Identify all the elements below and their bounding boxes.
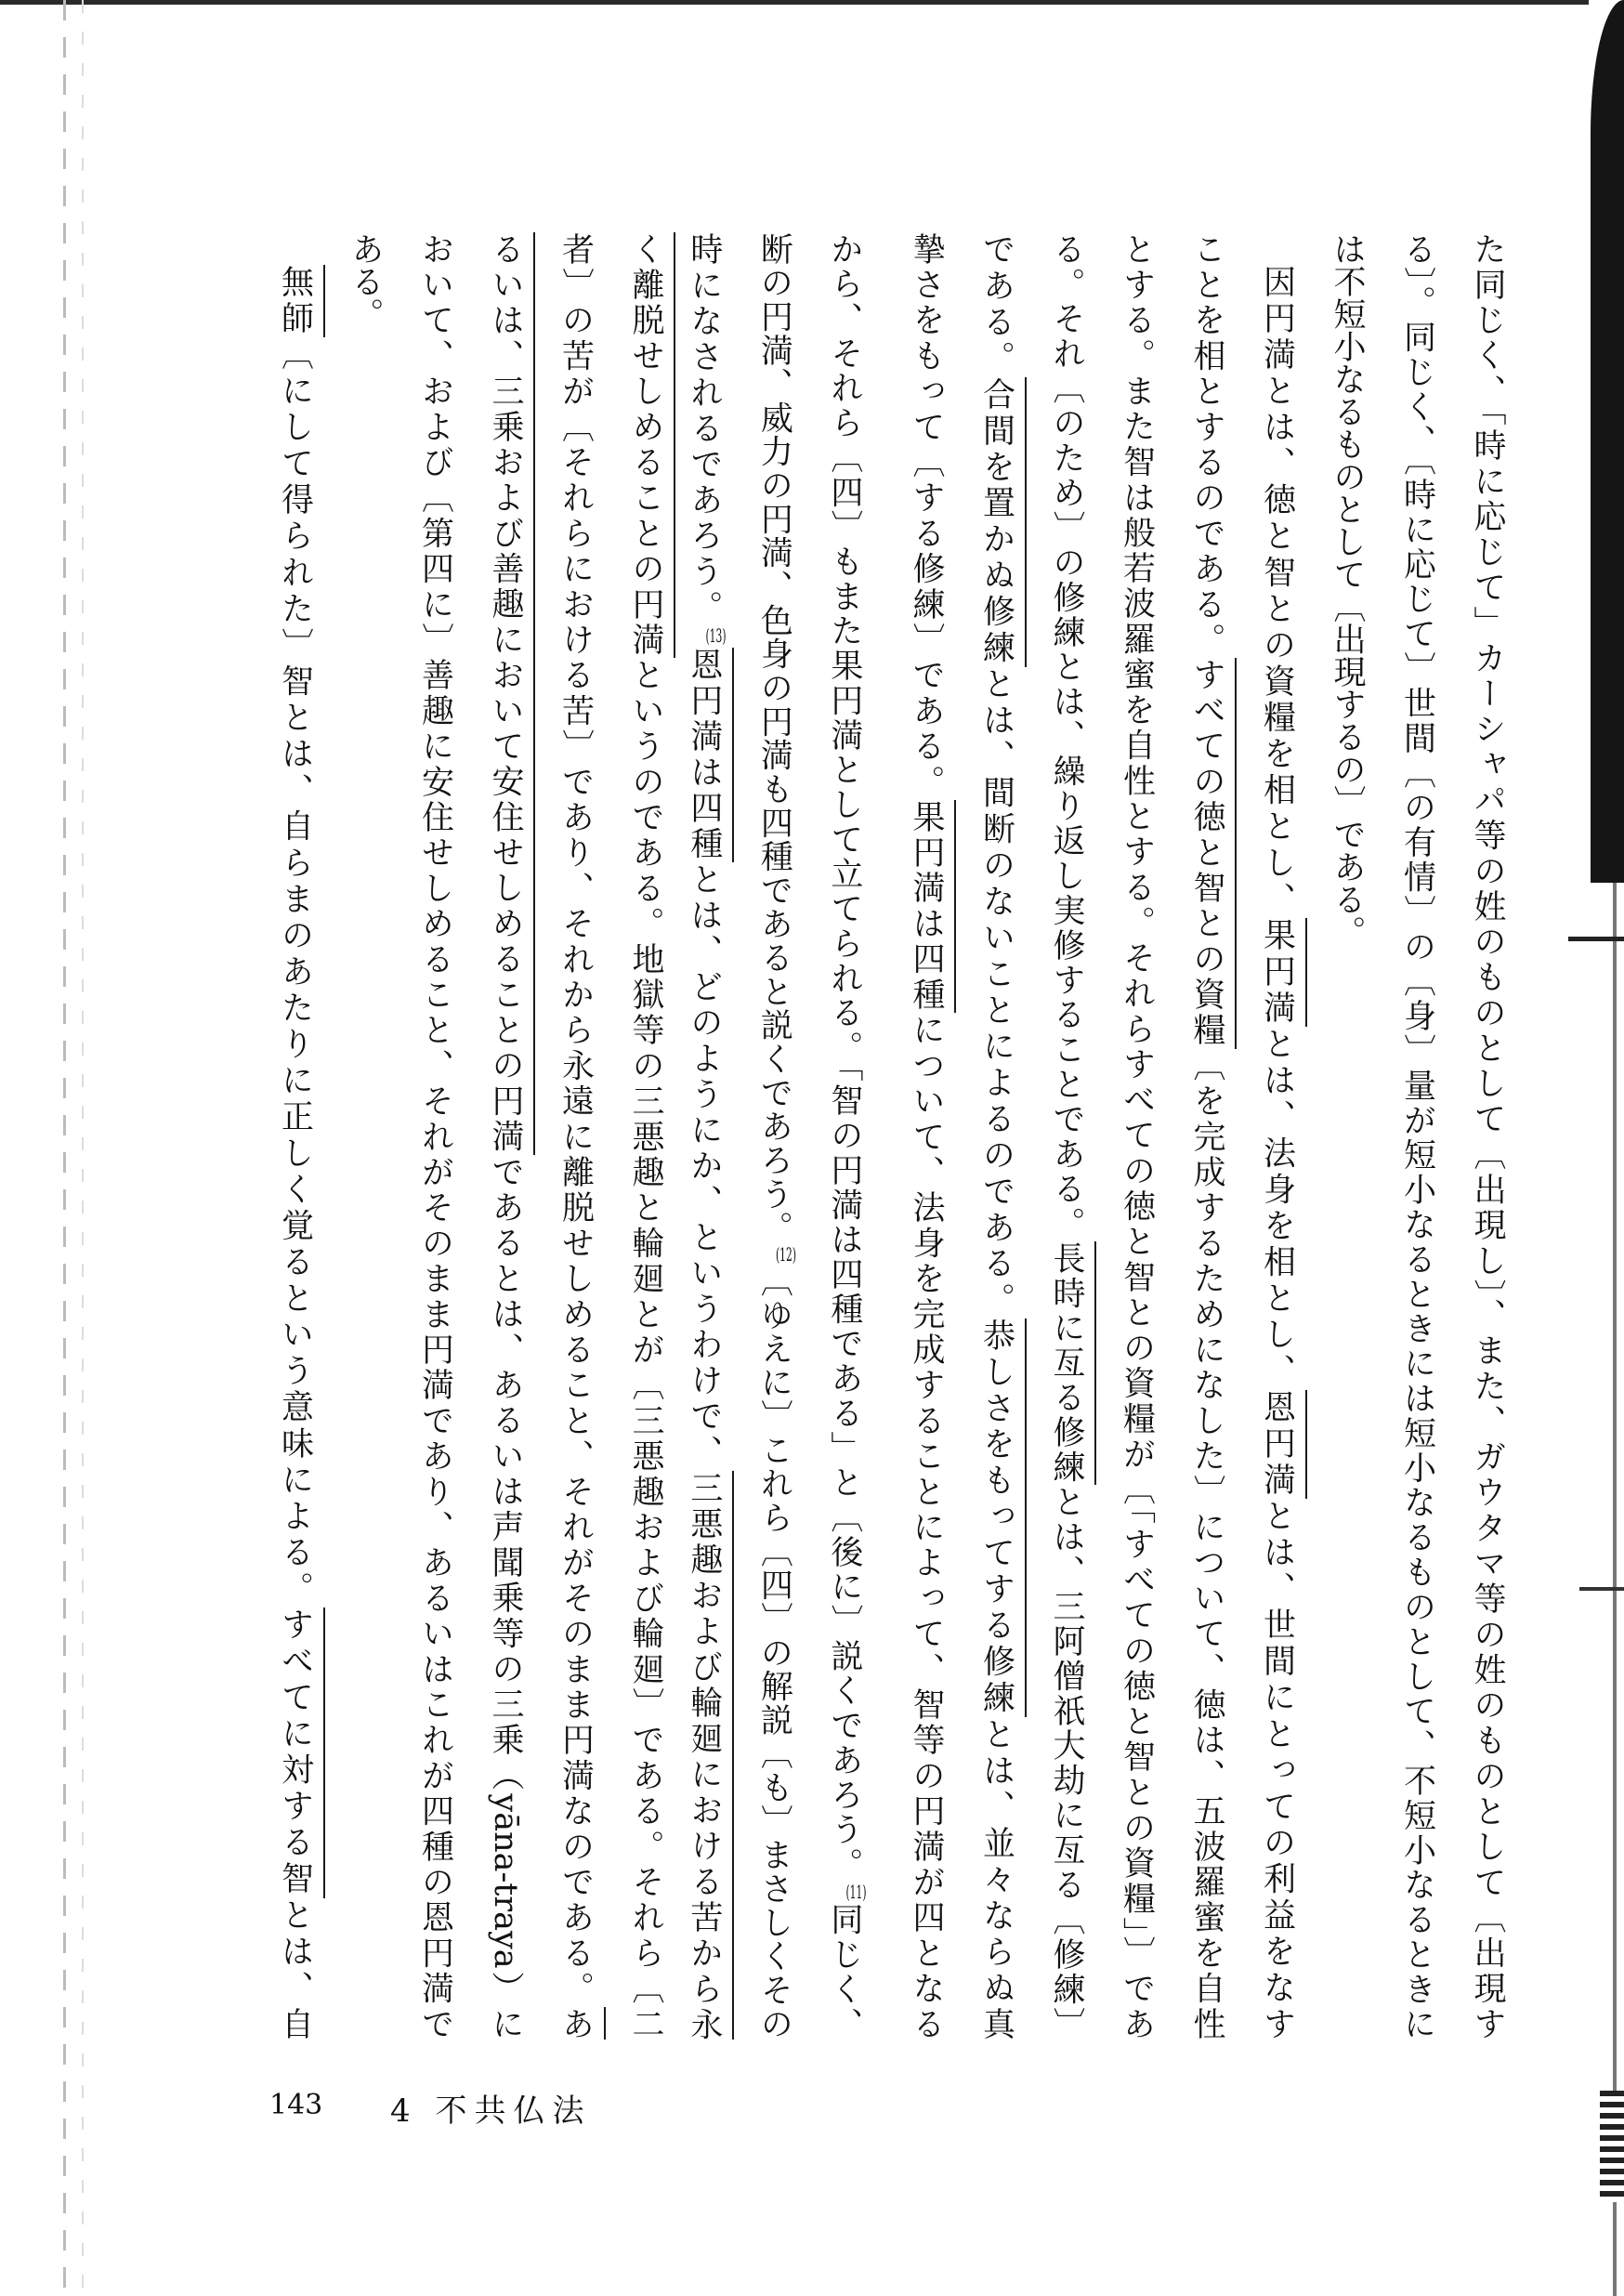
text-column <box>1241 232 1312 2040</box>
text-run: から、それら〔四〕もまた果円満として立てられる。「智の円満は四種である」と〔後に〕説くであろう。 <box>825 232 863 1883</box>
text-column <box>1312 232 1382 2040</box>
text-column <box>1101 232 1172 2040</box>
text-column <box>540 232 610 2040</box>
text-run: おいて、および〔第四に〕善趣に安住せしめること、それがそのまま円満であり、あるいはこれが四種の恩円満で <box>416 232 454 2040</box>
sidelined-term: 長時に亙る修練 <box>1048 1241 1096 1485</box>
text-column <box>1031 232 1102 2040</box>
text-column <box>259 232 330 2040</box>
scan-edge-noise <box>1600 2091 1624 2202</box>
text-run: 者〕の苦が〔それらにおける苦〕であり、それから永遠に離脱せしめること、それがそのまま円満なのである。 <box>557 232 595 2007</box>
text-column <box>1172 232 1242 2040</box>
text-column <box>751 232 821 2040</box>
text-run: 因円満とは、徳と智との資糧を相とし、 <box>1258 265 1296 919</box>
text-column <box>891 232 962 2040</box>
text-run: 時になされるであろう。 <box>685 232 723 626</box>
text-run: る。それ〔のため〕の修練とは、繰り返し実修することである。 <box>1048 232 1085 1242</box>
text-run: た同じく、「時に応じて」カーシャパ等の姓のものとして〔出現し〕、また、ガウタマ等の姓のものとして〔出現す <box>1469 232 1506 2040</box>
scan-edge-right-dark <box>1591 0 1624 883</box>
text-run: であるとは、あるいは声聞乗等の三乗（yāna-traya）に <box>487 1154 524 2040</box>
text-run: る〕。同じく、〔時に応じて〕世間〔の有情〕の〔身〕量が短小なるときには短小なるものとして、不短小なるときに <box>1398 232 1436 2040</box>
text-column <box>399 232 470 2040</box>
text-run: とは、どのようにか、というわけで、 <box>685 862 723 1471</box>
text-run: 〔を完成するためになした〕について、徳は、五波羅蜜を自性 <box>1188 1048 1225 2040</box>
text-column <box>1452 232 1523 2040</box>
sidelined-term: 恩円満 <box>1259 1390 1307 1499</box>
sidelined-term: 合間を置かぬ修練 <box>978 377 1027 667</box>
text-run: 摯さをもって〔する修練〕である。 <box>908 232 945 801</box>
text-column <box>961 232 1031 2040</box>
sidelined-term: 恩円満は四種 <box>686 648 734 862</box>
text-run: ことを相とするのである。 <box>1188 232 1225 659</box>
text-run: 〔ゆえに〕これら〔四〕の解説〔も〕まさしくその <box>755 1264 793 2040</box>
text-run: とは、法身を相とし、 <box>1258 1027 1296 1390</box>
running-head: 4 不共仏法 <box>390 2093 592 2130</box>
sidelined-term: すべての徳と智との資糧 <box>1188 658 1237 1048</box>
text-column <box>680 232 751 2040</box>
note-marker: (12) <box>776 1244 796 1264</box>
scan-edge-left-line <box>63 0 66 2296</box>
text-column <box>820 232 891 2040</box>
text-run: ある。 <box>347 232 384 330</box>
text-run: とする。また智は般若波羅蜜を自性とする。それらすべての徳と智との資糧が〔「すべての徳と智との資糧」〕であ <box>1118 232 1156 2040</box>
text-column <box>330 232 400 2040</box>
sidelined-term: 恭しさをもってする修練 <box>978 1319 1027 1717</box>
scan-edge-left-line <box>82 0 84 2296</box>
note-marker: (11) <box>845 1882 867 1901</box>
sidelined-term: あ <box>557 2007 606 2040</box>
sidelined-term: 三悪趣および輪廻における苦から永 <box>686 1471 734 2040</box>
scan-edge-mark <box>1579 1587 1624 1591</box>
note-marker: (13) <box>705 625 727 645</box>
text-run: は不短小なるものとして〔出現するの〕である。 <box>1329 232 1366 948</box>
sidelined-term: 果円満 <box>1259 918 1307 1027</box>
text-column <box>470 232 541 2040</box>
sidelined-term: 果円満は四種 <box>908 800 956 1013</box>
text-run: とは、自 <box>276 1897 314 2040</box>
text-run: というのである。地獄等の三悪趣と輪廻とが〔三悪趣および輪廻〕である。それら〔二 <box>627 658 664 2040</box>
text-column <box>1382 232 1452 2040</box>
text-column <box>610 232 681 2040</box>
text-run: について、法身を完成することによって、智等の円満が四となる <box>908 1013 945 2040</box>
sidelined-term: 無師 <box>277 265 325 337</box>
text-run: とは、三阿僧祇大劫に亙る〔修練〕 <box>1048 1485 1085 2040</box>
text-run: 同じく、 <box>825 1902 863 2040</box>
page-number: 143 <box>269 2089 323 2121</box>
sidelined-term: すべてに対する智 <box>277 1607 325 1898</box>
body-text <box>259 232 1522 2040</box>
sidelined-term: るいは、三乗および善趣において安住せしめることの円満 <box>487 232 535 1155</box>
scan-edge-top <box>0 0 1589 5</box>
text-run: 〔にして得られた〕智とは、自らまのあたりに正しく覚るという意味による。 <box>276 337 314 1608</box>
sidelined-term: く離脱せしめることの円満 <box>627 232 675 658</box>
text-run: とは、世間にとっての利益をなす <box>1258 1499 1296 2040</box>
text-run: である。 <box>977 232 1015 377</box>
scan-edge-mark <box>1568 937 1624 941</box>
text-run: 断の円満、威力の円満、色身の円満も四種であると説くであろう。 <box>755 232 793 1245</box>
text-run: とは、並々ならぬ真 <box>977 1717 1015 2040</box>
text-run: とは、間断のないことによるのである。 <box>977 666 1015 1319</box>
